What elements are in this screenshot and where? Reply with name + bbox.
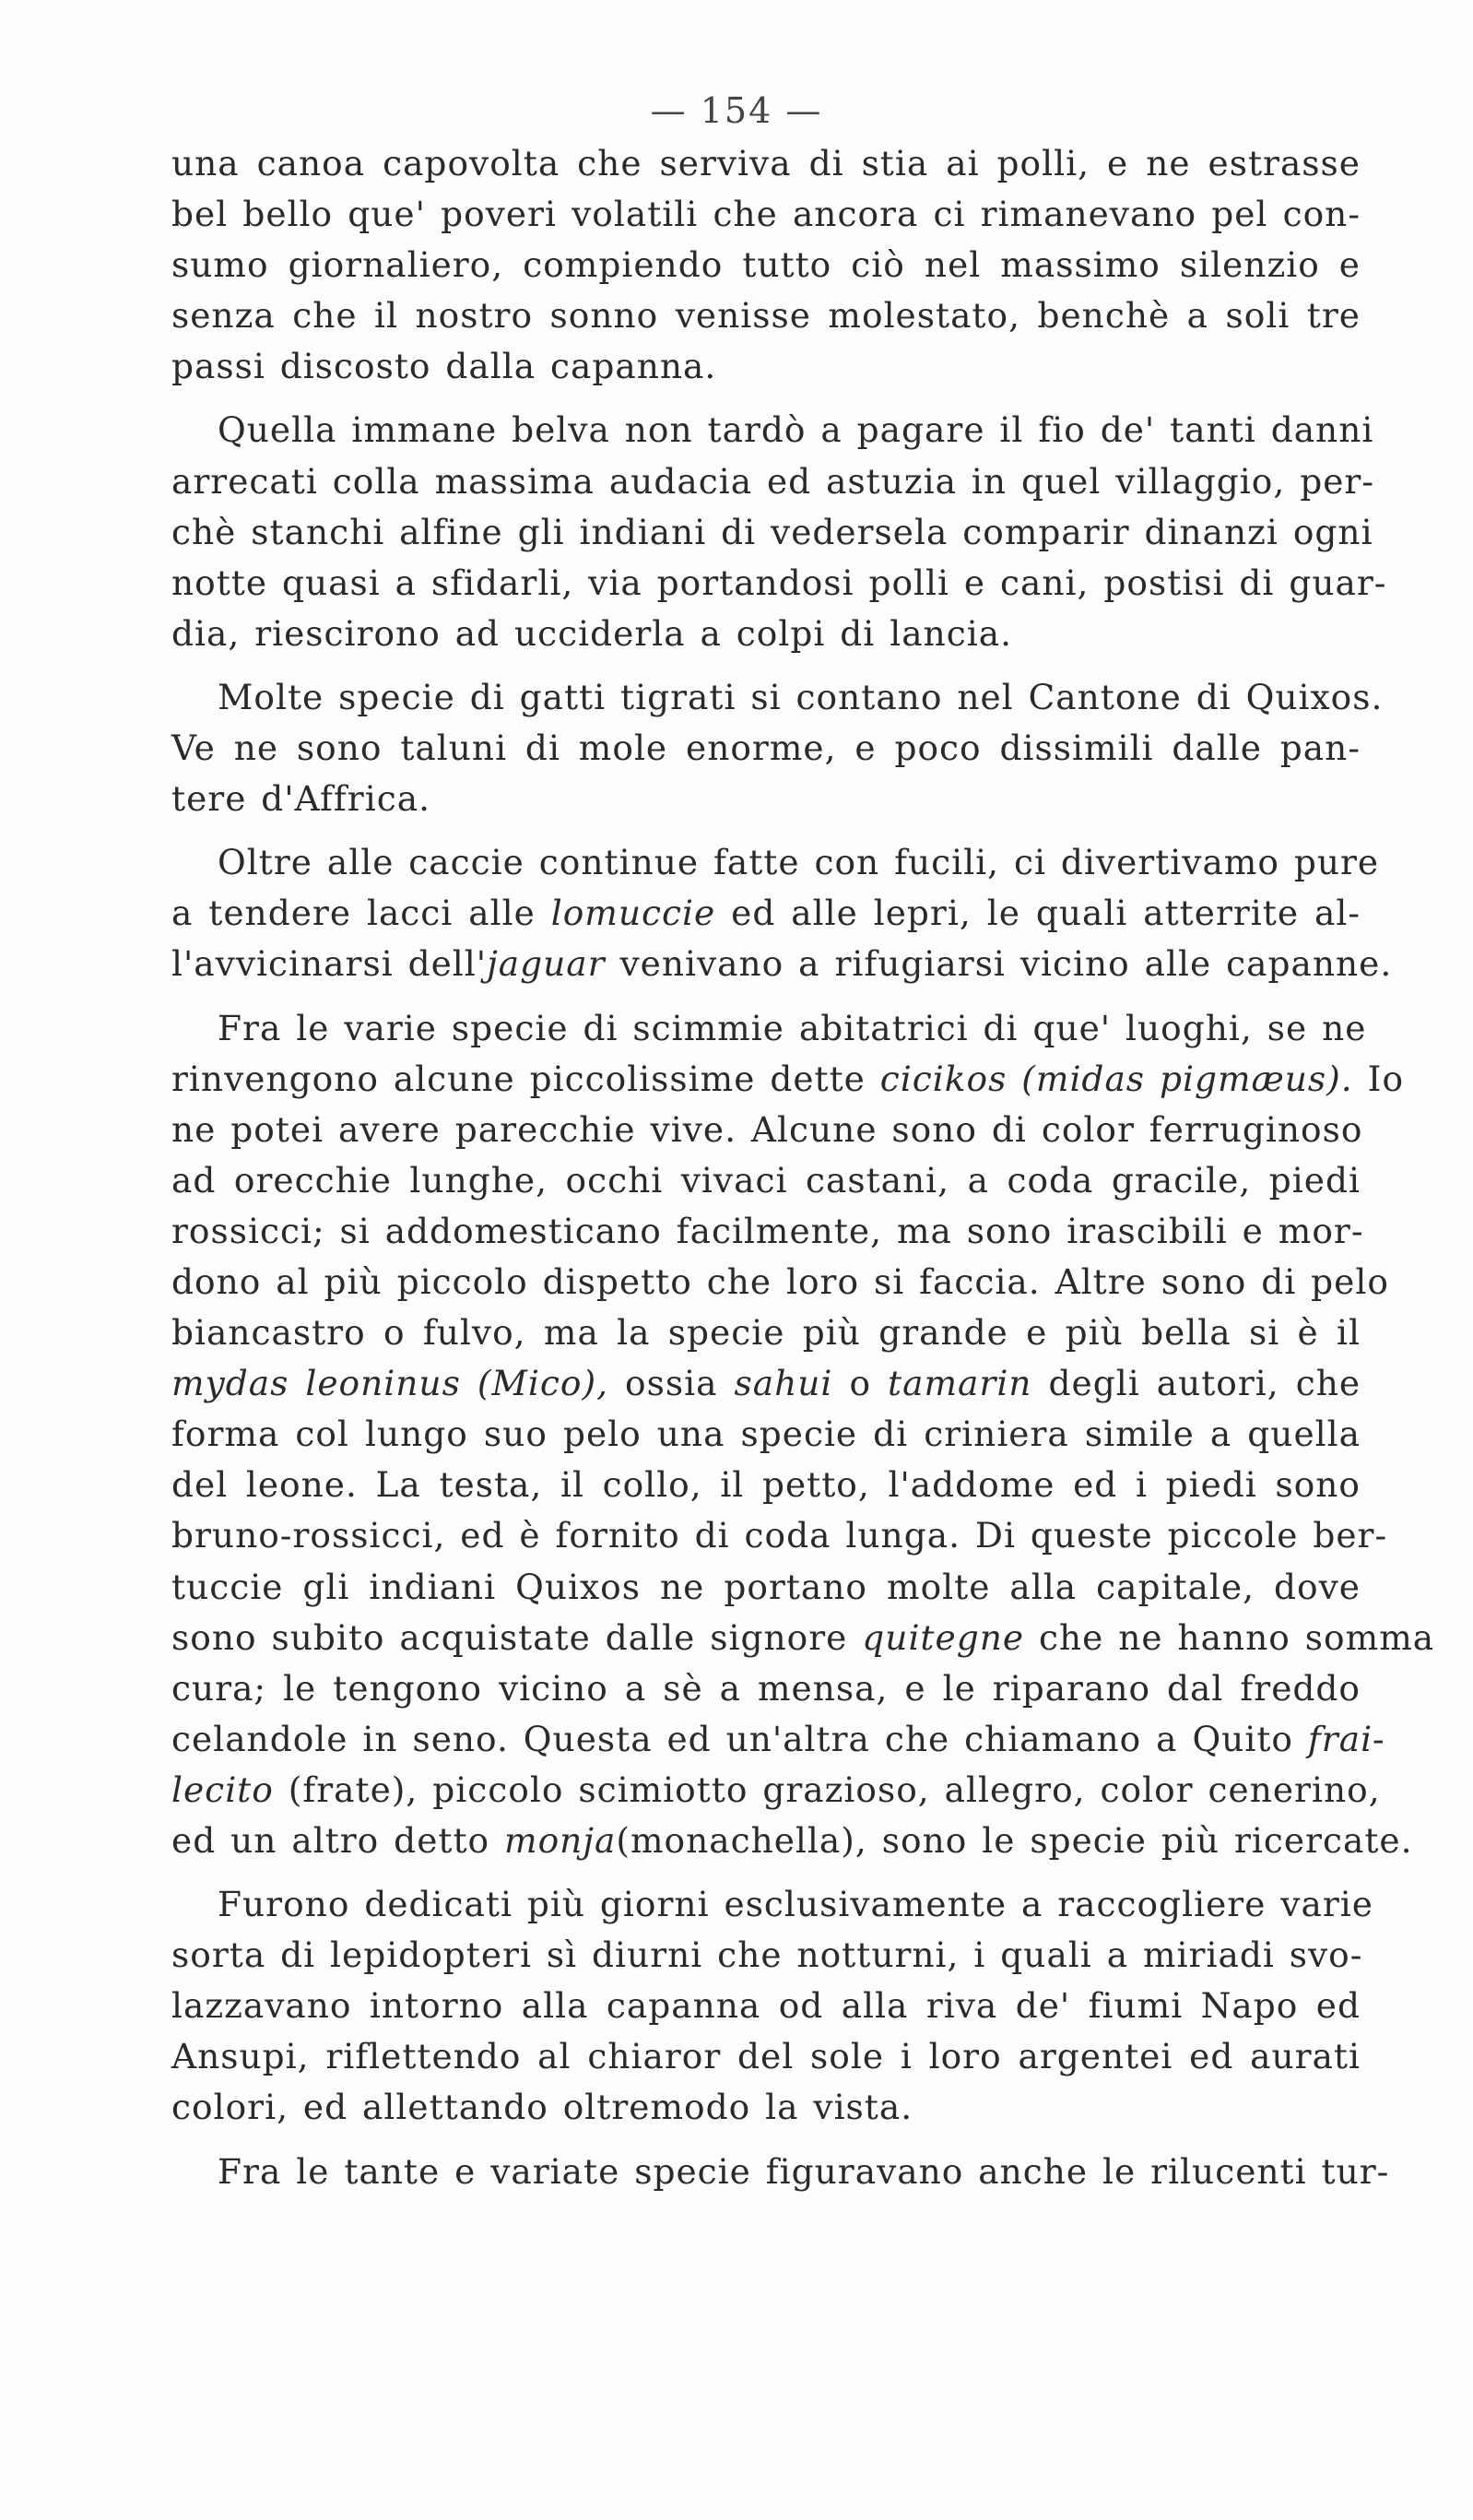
text-line: a tendere lacci alle lomuccie ed alle lepri, le quali atterrite al- bbox=[171, 893, 1361, 934]
text-line: Oltre alle caccie continue fatte con fucili, ci divertivamo pure bbox=[218, 842, 1380, 883]
text-line: dia, riescirono ad ucciderla a colpi di lancia. bbox=[171, 612, 1012, 654]
paragraph bbox=[171, 672, 1384, 824]
text-line: ed un altro detto monja(monachella), sono le specie più ricercate. bbox=[171, 1820, 1413, 1861]
text-line: una canoa capovolta che serviva di stia ai polli, e ne estrasse bbox=[171, 143, 1361, 183]
text-line: Quella immane belva non tardò a pagare il fio de' tanti danni bbox=[218, 409, 1374, 451]
paragraph bbox=[171, 1879, 1373, 2133]
text-line: sono subito acquistate dalle signore quitegne che ne hanno somma bbox=[171, 1616, 1435, 1658]
text-line: Ansupi, riflettendo al chiaror del sole i loro argentei ed aurati bbox=[171, 2036, 1361, 2077]
text-line: notte quasi a sfidarli, via portandosi polli e cani, postisi di guar- bbox=[171, 562, 1387, 603]
text-line: Fra le varie specie di scimmie abitatrici di que' luoghi, se ne bbox=[218, 1007, 1367, 1048]
text-line: bel bello que' poveri volatili che ancora ci rimanevano pel con- bbox=[171, 194, 1361, 235]
text-line: Ve ne sono taluni di mole enorme, e poco dissimili dalle pan- bbox=[171, 728, 1361, 769]
paragraph bbox=[171, 1003, 1435, 1867]
text-line: lazzavano intorno alla capanna od alla riva de' fiumi Napo ed bbox=[171, 1985, 1361, 2027]
page-body bbox=[171, 138, 1435, 2197]
text-line: passi discosto dalla capanna. bbox=[171, 346, 717, 387]
paragraph bbox=[171, 2147, 1390, 2197]
text-line: dono al più piccolo dispetto che loro si faccia. Altre sono di pelo bbox=[171, 1260, 1389, 1302]
text-line: celandole in seno. Questa ed un'altra che chiamano a Quito frai- bbox=[171, 1718, 1385, 1759]
text-line: cura; le tengono vicino a sè a mensa, e le riparano dal freddo bbox=[171, 1667, 1361, 1709]
text-line: arrecati colla massima audacia ed astuzia in quel villaggio, per- bbox=[171, 460, 1375, 502]
text-line: sumo giornaliero, compiendo tutto ciò nel massimo silenzio e bbox=[171, 244, 1361, 286]
text-line: mydas leoninus (Mico), ossia sahui o tamarin degli autori, che bbox=[171, 1363, 1361, 1404]
text-line: Molte specie di gatti tigrati si contano nel Cantone di Quixos. bbox=[218, 676, 1384, 717]
text-line: tere d'Affrica. bbox=[171, 778, 430, 820]
paragraph bbox=[171, 138, 1361, 392]
text-line: senza che il nostro sonno venisse molestato, benchè a soli tre bbox=[171, 295, 1361, 337]
text-line: del leone. La testa, il collo, il petto, l'addome ed i piedi sono bbox=[171, 1464, 1361, 1506]
text-line: forma col lungo suo pelo una specie di criniera simile a quella bbox=[171, 1414, 1361, 1455]
text-line: rinvengono alcune piccolissime dette cicikos (midas pigmæus). Io bbox=[171, 1058, 1405, 1099]
paragraph bbox=[171, 405, 1387, 658]
text-line: Fra le tante e variate specie figuravano anche le rilucenti tur- bbox=[218, 2150, 1390, 2192]
text-line: bruno-rossicci, ed è fornito di coda lunga. Di queste piccole ber- bbox=[171, 1515, 1388, 1556]
text-line: chè stanchi alfine gli indiani di vedersela comparir dinanzi ogni bbox=[171, 511, 1373, 552]
text-line: rossicci; si addomesticano facilmente, ma sono irascibili e mor- bbox=[171, 1210, 1364, 1251]
page-number: — 154 — bbox=[650, 90, 823, 131]
text-line: l'avvicinarsi dell'jaguar venivano a rifugiarsi vicino alle capanne. bbox=[171, 943, 1393, 985]
text-line: ne potei avere parecchie vive. Alcune sono di color ferruginoso bbox=[171, 1108, 1363, 1150]
paragraph bbox=[171, 837, 1393, 989]
text-line: Furono dedicati più giorni esclusivamente a raccogliere varie bbox=[218, 1884, 1373, 1925]
text-line: colori, ed allettando oltremodo la vista. bbox=[171, 2087, 913, 2128]
text-line: ad orecchie lunghe, occhi vivaci castani, a coda gracile, piedi bbox=[171, 1159, 1361, 1201]
text-line: lecito (frate), piccolo scimiotto grazioso, allegro, color cenerino, bbox=[171, 1769, 1381, 1810]
text-line: biancastro o fulvo, ma la specie più grande e più bella si è il bbox=[171, 1312, 1361, 1354]
text-line: tuccie gli indiani Quixos ne portano molte alla capitale, dove bbox=[171, 1566, 1361, 1607]
text-line: sorta di lepidopteri sì diurni che notturni, i quali a miriadi svo- bbox=[171, 1934, 1363, 1976]
